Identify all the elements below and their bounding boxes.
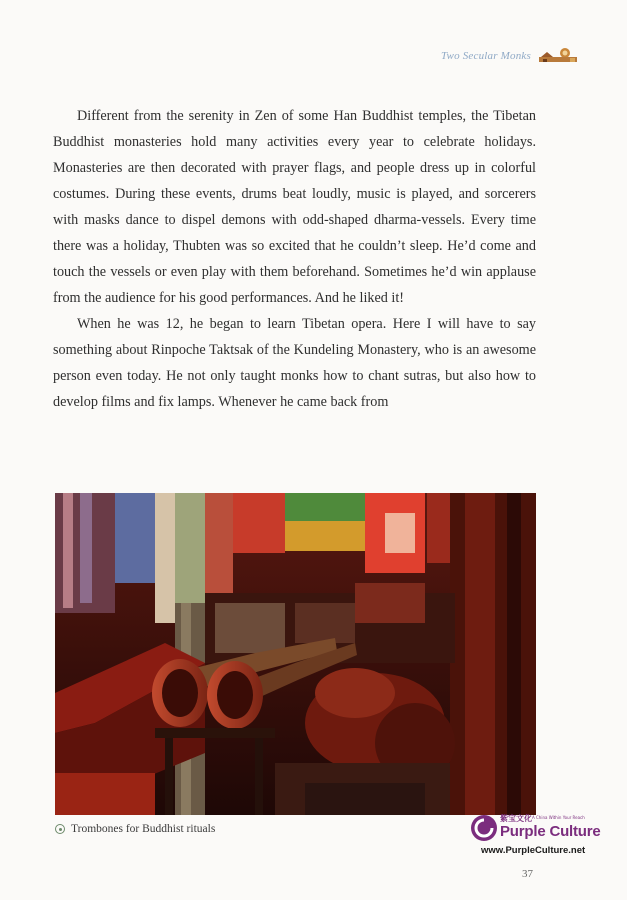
watermark-chinese: 紫宝文化 bbox=[500, 814, 532, 823]
paragraph-1: Different from the serenity in Zen of some Han Buddhist temples, the Tibetan Buddhist monasteries hold many activities every year to celebrate holidays. Monasteries are then decorated with prayer flags, and people dress up in colorful costumes. During these events, drums beat loudly, music is played, and sorcerers with masks dance to dispel demons with odd-shaped dharma-vessels. Every time there was a holiday, Thubten was so excited that he couldn’t sleep. He’d come and touch the vessels or even play with them beforehand. Sometimes he’d win applause from the audience for his good performances. And he liked it! bbox=[53, 108, 536, 306]
page-number: 37 bbox=[522, 868, 533, 880]
watermark-brand: Purple Culture bbox=[500, 823, 601, 840]
watermark-url: www.PurpleCulture.net bbox=[481, 845, 586, 856]
running-title: Two Secular Monks bbox=[441, 50, 531, 62]
photo-illustration bbox=[55, 493, 536, 815]
circle-bullet-icon bbox=[55, 824, 65, 834]
watermark-slogan: A China Within Your Reach bbox=[532, 815, 585, 820]
monastery-trombones-photo bbox=[55, 493, 536, 815]
paragraph-2: When he was 12, he began to learn Tibetan opera. Here I will have to say something about Rinpoche Taktsak of the Kundeling Monastery, who is an awesome person even today. He not only taught monks how to chant sutras, but also how to develop films and fix lamps. Whenever he came back from bbox=[53, 316, 536, 410]
figure-caption bbox=[55, 823, 215, 835]
caption-text: Trombones for Buddhist rituals bbox=[71, 823, 216, 835]
monastery-ornament-icon bbox=[537, 46, 579, 66]
body-text bbox=[53, 103, 536, 415]
running-header bbox=[441, 46, 579, 66]
purple-culture-watermark bbox=[470, 812, 600, 858]
purple-culture-logo-icon bbox=[470, 814, 498, 842]
